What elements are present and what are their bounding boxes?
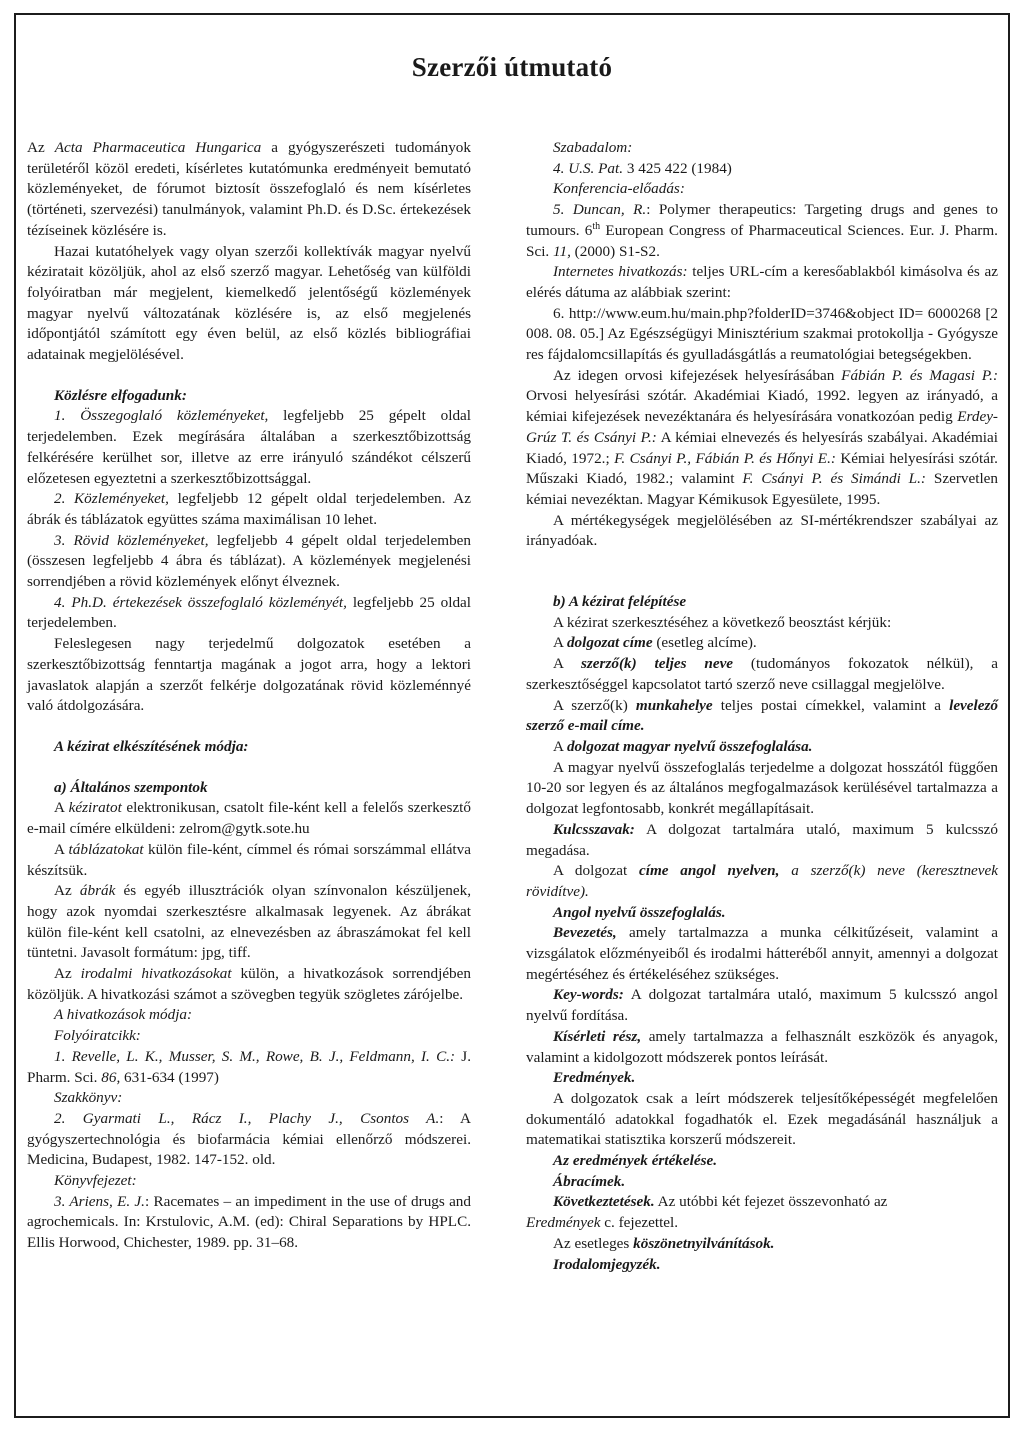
structure-title: A dolgozat címe (esetleg alcíme). [553, 634, 757, 652]
chapter-label: Könyvfejezet: [54, 1172, 137, 1190]
intro-paragraph: Az Acta Pharmaceutica Hungarica a gyógyszerészeti tudományok területéről közöl eredeti, kísérletes kutatómunka eredményeit bemutató közleményeket, de fórumot biztosít összefoglaló és nem kísérletes (történeti, szervezési) tanulmányok, valamint Ph.D. és D.Sc. értekezések tézíseinek közlésére is. [27, 139, 471, 239]
ref-mode-label: A hivatkozások módja: [54, 1006, 193, 1024]
accept-item-2: 2. Közleményeket, legfeljebb 12 gépelt oldal terjedelemben. Az ábrák és táblázatok együttes száma maximálisan 10 lehet. [27, 490, 471, 528]
structure-authors: A szerző(k) teljes neve (tudományos fokozatok nélkül), a szerkesztőséggel kapcsolatot tartó szerző neve csillaggal megjelölve. [526, 655, 998, 693]
structure-results: Eredmények. [553, 1069, 636, 1087]
excess-paragraph: Feleslegesen nagy terjedelmű dolgozatok esetében a szerkesztőbizottság fenntartja magának a jogot arra, hogy a lektori javaslatok alapján a szerzőt felkérje dolgozatának rövid közleménnyé való átdolgozására. [27, 635, 471, 715]
journal-label: Folyóiratcikk: [54, 1027, 141, 1045]
ref-3: 3. Ariens, E. J.: Racemates – an impediment in the use of drugs and agrochemicals. In: Krstulovic, A.M. (ed): Chiral Separations by HPLC. Ellis Horwood, Chichester, 1989. pp. 31–68. [27, 1192, 471, 1252]
ref-4: 4. U.S. Pat. 3 425 422 (1984) [553, 159, 732, 177]
structure-key-words: Key-words: A dolgozat tartalmára utaló, maximum 5 kulcsszó angol nyelvű fordítása. [526, 986, 998, 1025]
figures-paragraph: Az ábrák és egyéb illusztrációk olyan színvonalon készüljenek, hogy azok nyomdai szerkesztésre alkalmasak legyenek. Az ábrákat külön file-ként kell csatolni, az elnevezésben az ábraszámokat fel kell tüntetni. Javasolt formátum: jpg, tiff. [27, 882, 471, 962]
accept-item-4: 4. Ph.D. értekezések összefoglaló közleményét, legfeljebb 25 oldal terjedelemben. [27, 593, 471, 632]
accept-item-3: 3. Rövid közleményeket, legfeljebb 4 gépelt oldal terjedelemben (összesen legfeljebb 4 ábra és táblázat). A közlemények megjelenési sorrendjében a rövid közlemények előnyt élveznek. [27, 531, 471, 591]
structure-summary: A dolgozat magyar nyelvű összefoglalása. [553, 737, 813, 755]
left-column [27, 138, 471, 1254]
structure-captions: Ábracímek. [553, 1172, 626, 1190]
structure-english-summary: Angol nyelvű összefoglalás. [553, 903, 726, 921]
internet-paragraph: Internetes hivatkozás: teljes URL-cím a keresőablakból kimásolva és az elérés dátuma az alábbiak szerint: [526, 263, 998, 301]
structure-heading: b) A kézirat felépítése [553, 593, 687, 611]
structure-conclusions-cont: Eredmények c. fejezettel. [526, 1214, 679, 1232]
structure-evaluation: Az eredmények értékelése. [553, 1152, 718, 1170]
manuscript-paragraph: A kéziratot elektronikusan, csatolt file-ként kell a felelős szerkesztő e-mail címére elküldeni: zelrom@gytk.sote.hu [27, 799, 471, 838]
intro-paragraph-2: Hazai kutatóhelyek vagy olyan szerzői kollektívák magyar nyelvű kéziratait közöljük, ahol az első szerző magyar. Lehetőség van külföldi folyóiratban már megjelent, kiemelkedő jelentőségű közlemények magyar nyelvű változatának közlésére is, az első megjelenés időpontjától számított egy éven belül, az első közlés bibliográfiai adatainak megjelölésével. [27, 242, 471, 364]
accept-item-1: 1. Összegoglaló közleményeket, legfeljebb 25 gépelt oldal terjedelemben. Ezek megírására általában a szerkesztőbizottság felkérésére kerülhet sor, illetve az erre irányuló szándékot célszerű előzetesen egyeztetni a szerkesztőbizottsággal. [27, 407, 471, 487]
page-title: Szerzői útmutató [411, 52, 613, 82]
references-paragraph: Az irodalmi hivatkozásokat külön, a hivatkozások sorrendjében közöljük. A hivatkozási számot a szövegben tegyük szögletes zárójelbe. [27, 965, 471, 1003]
book-label: Szakkönyv: [54, 1089, 123, 1107]
prep-heading: A kézirat elkészítésének módja: [54, 737, 249, 755]
ref-5: 5. Duncan, R.: Polymer therapeutics: Targeting drugs and genes to tumours. 6th European Congress of Pharmaceutical Sciences. Eur. J. Pharm. Sci. 11, (2000) S1-S2. [526, 201, 998, 260]
conference-label: Konferencia-előadás: [553, 180, 685, 198]
structure-references: Irodalomjegyzék. [553, 1255, 661, 1273]
patent-label: Szabadalom: [553, 139, 633, 156]
accept-heading: Közlésre elfogadunk: [54, 386, 187, 404]
spelling-paragraph: Az idegen orvosi kifejezések helyesírásában Fábián P. és Magasi P.: Orvosi helyesírási szótár. Akadémiai Kiadó, 1992. legyen az irányadó, a kémiai kifejezések nevezéktanára és helyesírására vonatkozóan pedig Erdey-Grúz T. és Csányi P.: A kémiai elnevezés és helyesírás szabályai. Akadémiai Kiadó, 1972.; F. Csányi P., Fábián P. és Hőnyi E.: Kémiai helyesírási szótár. Műszaki Kiadó, 1982.; valamint F. Csányi P. és Simándi L.: Szervetlen kémiai nevezéktan. Magyar Kémikusok Egyesülete, 1995. [526, 366, 998, 508]
general-heading: a) Általános szempontok [54, 778, 208, 796]
structure-conclusions: Következtetések. Az utóbbi két fejezet összevonható az [553, 1193, 888, 1211]
structure-results-text: A dolgozatok csak a leírt módszerek teljesítőképességét megfelelően dokumentáló adatokkal fogadhatók el. Ezek megadásánál használjuk a matematikai statisztika korszerű módszereit. [526, 1089, 998, 1149]
structure-experimental: Kísérleti rész, amely tartalmazza a felhasznált eszközök és anyagok, valamint a kidolgozott módszerek pontos leírását. [526, 1027, 998, 1066]
ref-1: 1. Revelle, L. K., Musser, S. M., Rowe, B. J., Feldmann, I. C.: J. Pharm. Sci. 86, 631-634 (1997) [27, 1047, 471, 1086]
structure-workplace: A szerző(k) munkahelye teljes postai címekkel, valamint a levelező szerző e-mail címe. [526, 696, 999, 735]
right-column [526, 138, 998, 1275]
tables-paragraph: A táblázatokat külön file-ként, címmel és római sorszámmal ellátva készítsük. [27, 840, 471, 879]
structure-acknowledgements: Az esetleges köszönetnyilvánítások. [553, 1234, 775, 1252]
structure-intro: A kézirat szerkesztéséhez a következő beosztást kérjük: [553, 613, 892, 631]
ref-6: 6. http://www.eum.hu/main.php?folderID=3746&object ID= 6000268 [2008. 08. 05.] Az Egészségügyi Minisztérium szakmai protokollja - Gyógyszeres fájdalomcsillapítás és gyulladásgátlás a reumatológiai betegségekben. [526, 304, 999, 364]
ref-2: 2. Gyarmati L., Rácz I., Plachy J., Csontos A.: A gyógyszertechnológia és biofarmácia kémiai ellenőrző módszerei. Medicina, Budapest, 1982. 147-152. old. [27, 1109, 471, 1169]
structure-english-title: A dolgozat címe angol nyelven, a szerző(k) neve (keresztnevek rövidítve). [526, 862, 998, 900]
units-paragraph: A mértékegységek megjelölésében az SI-mértékrendszer szabályai az irányadóak. [526, 511, 998, 550]
structure-summary-length: A magyar nyelvű összefoglalás terjedelme a dolgozat hosszától függően 10-20 sor legyen és az általános megfogalmazások kerülésével tartalmazza a dolgozat legfontosabb, konkrét megállapításait. [526, 758, 998, 818]
structure-keywords: Kulcsszavak: A dolgozat tartalmára utaló, maximum 5 kulcsszó megadása. [526, 820, 998, 859]
structure-introduction: Bevezetés, amely tartalmazza a munka célkitűzéseit, valamint a vizsgálatok előzményeiből és irodalmi hátteréből annyit, amennyi a dolgozat megértéséhez és értékeléséhez szükséges. [526, 924, 998, 983]
